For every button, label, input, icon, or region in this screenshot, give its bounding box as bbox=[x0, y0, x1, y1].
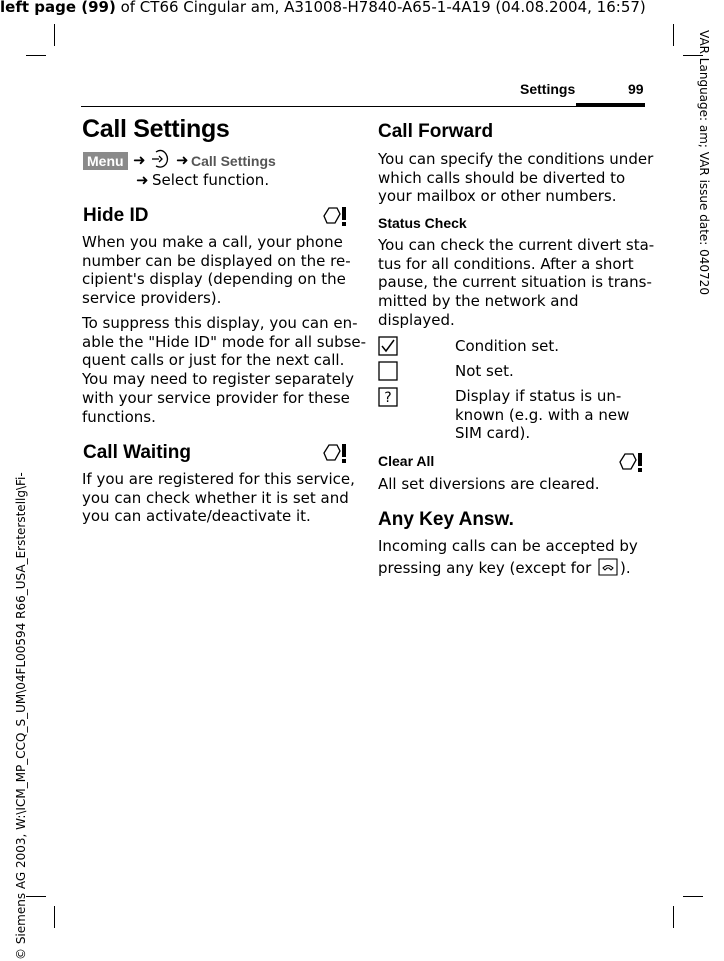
checked-box-icon bbox=[378, 336, 398, 356]
text-fragment: ). bbox=[620, 558, 631, 577]
question-box-icon bbox=[378, 387, 398, 407]
crop-mark bbox=[673, 24, 674, 46]
text-line: known (e.g. with a new bbox=[455, 405, 630, 424]
crop-mark bbox=[54, 906, 55, 928]
print-header bbox=[0, 0, 646, 16]
page-number: 99 bbox=[628, 81, 644, 97]
end-call-key-icon bbox=[596, 556, 620, 578]
text-line: When you make a call, your phone bbox=[82, 233, 343, 251]
text-line: cipient's display (depending on the bbox=[82, 270, 346, 289]
nav-arrow: ➜ bbox=[136, 171, 149, 189]
network-service-icon bbox=[322, 442, 348, 464]
network-service-icon bbox=[618, 451, 644, 473]
page-title: Call Settings bbox=[82, 115, 230, 143]
menu-key-label: Menu bbox=[83, 152, 128, 170]
text-line: with your service provider for these bbox=[82, 388, 350, 407]
network-service-icon bbox=[322, 205, 348, 227]
call-waiting-paragraph bbox=[82, 470, 355, 526]
heading-status-check: Status Check bbox=[378, 215, 467, 231]
question-mark: ? bbox=[384, 390, 392, 406]
status-check-paragraph bbox=[378, 236, 654, 330]
text-line: You may need to register separately bbox=[82, 370, 355, 389]
heading-clear-all: Clear All bbox=[378, 453, 435, 469]
text-line: pause, the current situation is trans- bbox=[378, 273, 652, 292]
nav-instruction: Select function. bbox=[152, 171, 270, 189]
text-line: you can activate/deactivate it. bbox=[82, 507, 311, 526]
crop-mark bbox=[26, 55, 46, 56]
text-line: number can be displayed on the re- bbox=[82, 251, 351, 270]
text-line bbox=[378, 556, 638, 578]
clear-all-text: All set diversions are cleared. bbox=[378, 475, 600, 493]
text-line: tus for all conditions. After a short bbox=[378, 254, 634, 273]
hide-id-paragraph-1 bbox=[82, 233, 351, 308]
crop-mark bbox=[673, 906, 674, 928]
status-item-text bbox=[455, 387, 629, 443]
text-line: Incoming calls can be accepted by bbox=[378, 537, 638, 555]
print-header-rest: of CT66 Cingular am, A31008-H7840-A65-1-4A19 (04.08.2004, 16:57) bbox=[115, 0, 646, 16]
side-text-right: VAR Language: am; VAR issue date: 040720 bbox=[697, 30, 711, 295]
text-line: you can check whether it is set and bbox=[82, 488, 349, 507]
menu-path-item: Call Settings bbox=[191, 153, 276, 169]
header-rule-accent bbox=[576, 103, 645, 107]
crop-mark bbox=[26, 896, 46, 897]
empty-box-icon bbox=[378, 361, 398, 381]
text-line: mitted by the network and bbox=[378, 292, 579, 311]
call-forward-paragraph bbox=[378, 150, 653, 206]
text-line: To suppress this display, you can en- bbox=[82, 314, 358, 332]
crop-mark bbox=[54, 24, 55, 46]
text-line: your mailbox or other numbers. bbox=[378, 187, 617, 206]
text-line: You can specify the conditions under bbox=[378, 150, 654, 168]
status-item-text: Condition set. bbox=[455, 337, 560, 355]
text-fragment: pressing any key (except for bbox=[378, 558, 597, 577]
menu-key bbox=[83, 151, 128, 170]
heading-hide-id: Hide ID bbox=[83, 205, 149, 226]
text-line: displayed. bbox=[378, 310, 455, 329]
text-line: You can check the current divert sta- bbox=[378, 236, 655, 254]
crop-mark bbox=[683, 896, 703, 897]
text-line: Display if status is un- bbox=[455, 387, 622, 405]
header-rule bbox=[81, 106, 645, 107]
side-text-left: © Siemens AG 2003, W:\ICM_MP_CCQ_S_UM\04FL00594 R66_USA_Ersterstellg\Fi- bbox=[14, 472, 28, 960]
text-line: able the "Hide ID" mode for all subse- bbox=[82, 332, 367, 351]
heading-call-forward: Call Forward bbox=[378, 121, 494, 142]
text-line: service providers). bbox=[82, 289, 222, 308]
any-key-paragraph bbox=[378, 537, 638, 578]
nav-arrow: ➜ bbox=[176, 151, 189, 169]
navigation-key-icon bbox=[149, 149, 175, 171]
running-header-section: Settings bbox=[520, 81, 576, 97]
nav-arrow: ➜ bbox=[133, 151, 146, 169]
hide-id-paragraph-2 bbox=[82, 314, 366, 426]
status-item-text: Not set. bbox=[455, 362, 514, 380]
heading-call-waiting: Call Waiting bbox=[83, 442, 192, 463]
text-line: quent calls or just for the next call. bbox=[82, 351, 345, 370]
text-line: functions. bbox=[82, 407, 156, 426]
print-header-bold: left page (99) bbox=[0, 0, 116, 16]
text-line: SIM card). bbox=[455, 424, 531, 443]
text-line: If you are registered for this service, bbox=[82, 470, 355, 488]
text-line: which calls should be diverted to bbox=[378, 168, 626, 187]
heading-any-key-answ: Any Key Answ. bbox=[378, 509, 514, 530]
